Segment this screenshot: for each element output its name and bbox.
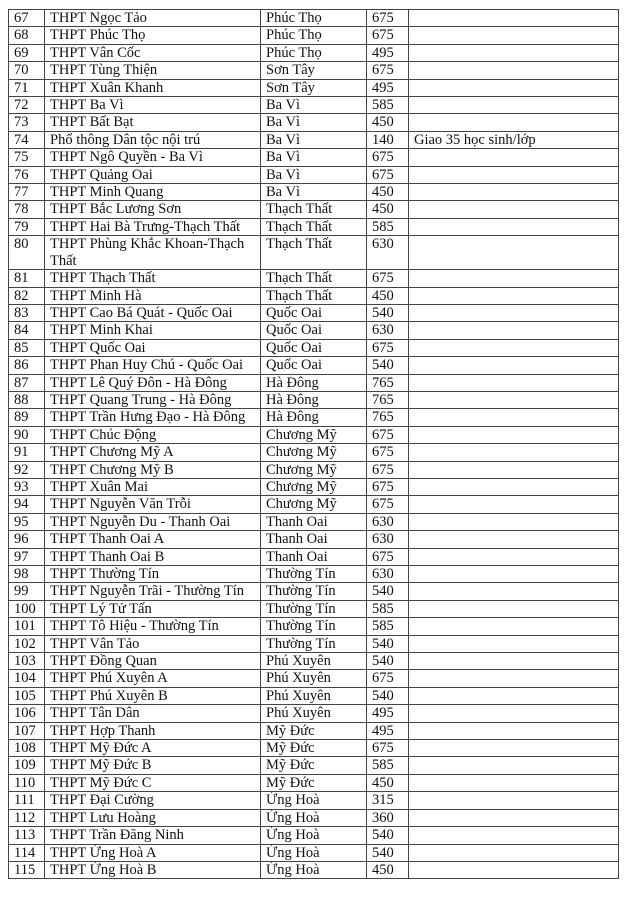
row-note xyxy=(409,653,619,670)
table-row xyxy=(9,444,619,461)
row-number: 75 xyxy=(9,149,45,166)
table-row xyxy=(9,496,619,513)
table-row xyxy=(9,304,619,321)
row-note xyxy=(409,722,619,739)
school-name: THPT Chương Mỹ A xyxy=(45,444,261,461)
district-name: Hà Đông xyxy=(261,391,367,408)
enrollment-quota: 450 xyxy=(367,114,409,131)
district-name: Thường Tín xyxy=(261,618,367,635)
table-row xyxy=(9,287,619,304)
table-row xyxy=(9,531,619,548)
table-row xyxy=(9,218,619,235)
enrollment-quota: 675 xyxy=(367,339,409,356)
enrollment-quota: 315 xyxy=(367,792,409,809)
table-row xyxy=(9,339,619,356)
district-name: Quốc Oai xyxy=(261,339,367,356)
document-page xyxy=(8,9,619,879)
row-number: 94 xyxy=(9,496,45,513)
table-row xyxy=(9,513,619,530)
enrollment-quota: 675 xyxy=(367,166,409,183)
table-row xyxy=(9,184,619,201)
school-name: THPT Bắc Lương Sơn xyxy=(45,201,261,218)
enrollment-quota: 630 xyxy=(367,566,409,583)
school-name: THPT Xuân Mai xyxy=(45,478,261,495)
district-name: Ba Vì xyxy=(261,166,367,183)
row-number: 79 xyxy=(9,218,45,235)
school-name: THPT Nguyễn Văn Trỗi xyxy=(45,496,261,513)
enrollment-quota: 585 xyxy=(367,600,409,617)
school-name: THPT Thạch Thất xyxy=(45,270,261,287)
district-name: Chương Mỹ xyxy=(261,496,367,513)
row-number: 73 xyxy=(9,114,45,131)
table-row xyxy=(9,687,619,704)
table-row xyxy=(9,722,619,739)
district-name: Thường Tín xyxy=(261,635,367,652)
school-name: THPT Xuân Khanh xyxy=(45,79,261,96)
row-note xyxy=(409,548,619,565)
enrollment-quota: 495 xyxy=(367,722,409,739)
school-name: THPT Quảng Oai xyxy=(45,166,261,183)
district-name: Chương Mỹ xyxy=(261,461,367,478)
school-name: THPT Tô Hiệu - Thường Tín xyxy=(45,618,261,635)
row-number: 102 xyxy=(9,635,45,652)
row-number: 85 xyxy=(9,339,45,356)
table-row xyxy=(9,10,619,27)
row-note xyxy=(409,792,619,809)
row-number: 74 xyxy=(9,131,45,148)
row-note xyxy=(409,357,619,374)
school-name: THPT Ngọc Tảo xyxy=(45,10,261,27)
row-number: 93 xyxy=(9,478,45,495)
row-note xyxy=(409,478,619,495)
table-row xyxy=(9,792,619,809)
school-name: THPT Minh Hà xyxy=(45,287,261,304)
district-name: Thạch Thất xyxy=(261,218,367,235)
row-note xyxy=(409,844,619,861)
row-number: 112 xyxy=(9,809,45,826)
enrollment-quota: 675 xyxy=(367,62,409,79)
district-name: Quốc Oai xyxy=(261,357,367,374)
enrollment-quota: 540 xyxy=(367,583,409,600)
enrollment-quota: 540 xyxy=(367,844,409,861)
row-note xyxy=(409,670,619,687)
row-number: 103 xyxy=(9,653,45,670)
row-number: 90 xyxy=(9,426,45,443)
row-number: 84 xyxy=(9,322,45,339)
school-name: THPT Đồng Quan xyxy=(45,653,261,670)
school-name: THPT Mỹ Đức B xyxy=(45,757,261,774)
enrollment-quota: 675 xyxy=(367,27,409,44)
enrollment-quota: 630 xyxy=(367,513,409,530)
district-name: Ba Vì xyxy=(261,131,367,148)
row-note xyxy=(409,287,619,304)
enrollment-quota: 450 xyxy=(367,861,409,878)
row-number: 97 xyxy=(9,548,45,565)
table-row xyxy=(9,774,619,791)
school-name: THPT Minh Khai xyxy=(45,322,261,339)
school-name: Phổ thông Dân tộc nội trú xyxy=(45,131,261,148)
school-name: THPT Thanh Oai B xyxy=(45,548,261,565)
enrollment-quota: 495 xyxy=(367,705,409,722)
row-number: 83 xyxy=(9,304,45,321)
school-name: THPT Tùng Thiện xyxy=(45,62,261,79)
table-row xyxy=(9,548,619,565)
enrollment-quota: 540 xyxy=(367,304,409,321)
school-name: THPT Lê Quý Đôn - Hà Đông xyxy=(45,374,261,391)
school-name: THPT Đại Cường xyxy=(45,792,261,809)
row-number: 76 xyxy=(9,166,45,183)
district-name: Ba Vì xyxy=(261,149,367,166)
row-number: 109 xyxy=(9,757,45,774)
school-name: THPT Trần Hưng Đạo - Hà Đông xyxy=(45,409,261,426)
row-number: 89 xyxy=(9,409,45,426)
row-note xyxy=(409,827,619,844)
row-number: 115 xyxy=(9,861,45,878)
district-name: Phú Xuyên xyxy=(261,705,367,722)
enrollment-quota: 675 xyxy=(367,496,409,513)
table-row xyxy=(9,461,619,478)
school-name: THPT Nguyễn Trãi - Thường Tín xyxy=(45,583,261,600)
row-note xyxy=(409,10,619,27)
school-name: THPT Chúc Động xyxy=(45,426,261,443)
row-number: 86 xyxy=(9,357,45,374)
district-name: Phú Xuyên xyxy=(261,670,367,687)
school-name: THPT Ứng Hoà A xyxy=(45,844,261,861)
table-row xyxy=(9,635,619,652)
table-row xyxy=(9,861,619,878)
row-note xyxy=(409,774,619,791)
district-name: Sơn Tây xyxy=(261,62,367,79)
row-note xyxy=(409,374,619,391)
row-number: 72 xyxy=(9,97,45,114)
table-row xyxy=(9,583,619,600)
district-name: Ứng Hoà xyxy=(261,809,367,826)
table-row xyxy=(9,409,619,426)
district-name: Thạch Thất xyxy=(261,287,367,304)
enrollment-quota: 495 xyxy=(367,44,409,61)
enrollment-quota: 675 xyxy=(367,478,409,495)
enrollment-quota: 675 xyxy=(367,426,409,443)
row-number: 95 xyxy=(9,513,45,530)
district-name: Phúc Thọ xyxy=(261,44,367,61)
table-row xyxy=(9,391,619,408)
district-name: Mỹ Đức xyxy=(261,774,367,791)
district-name: Ứng Hoà xyxy=(261,827,367,844)
enrollment-quota: 630 xyxy=(367,236,409,270)
school-name: THPT Quốc Oai xyxy=(45,339,261,356)
row-number: 88 xyxy=(9,391,45,408)
row-note xyxy=(409,566,619,583)
row-note xyxy=(409,461,619,478)
enrollment-quota: 585 xyxy=(367,618,409,635)
table-row xyxy=(9,827,619,844)
row-number: 77 xyxy=(9,184,45,201)
school-name: THPT Vân Tảo xyxy=(45,635,261,652)
table-row xyxy=(9,844,619,861)
row-note xyxy=(409,531,619,548)
enrollment-quota: 765 xyxy=(367,374,409,391)
table-row xyxy=(9,740,619,757)
row-number: 107 xyxy=(9,722,45,739)
row-note xyxy=(409,149,619,166)
row-note xyxy=(409,322,619,339)
enrollment-quota: 675 xyxy=(367,444,409,461)
row-number: 106 xyxy=(9,705,45,722)
row-note xyxy=(409,79,619,96)
row-note xyxy=(409,809,619,826)
row-number: 71 xyxy=(9,79,45,96)
table-row xyxy=(9,426,619,443)
row-note xyxy=(409,114,619,131)
enrollment-quota: 675 xyxy=(367,461,409,478)
school-name: THPT Hai Bà Trưng-Thạch Thất xyxy=(45,218,261,235)
table-row xyxy=(9,97,619,114)
table-row xyxy=(9,62,619,79)
school-name: THPT Quang Trung - Hà Đông xyxy=(45,391,261,408)
district-name: Phú Xuyên xyxy=(261,687,367,704)
row-note xyxy=(409,757,619,774)
district-name: Mỹ Đức xyxy=(261,757,367,774)
table-row xyxy=(9,653,619,670)
district-name: Hà Đông xyxy=(261,409,367,426)
enrollment-quota: 765 xyxy=(367,391,409,408)
district-name: Phúc Thọ xyxy=(261,27,367,44)
enrollment-quota: 140 xyxy=(367,131,409,148)
school-name: THPT Ngô Quyền - Ba Vì xyxy=(45,149,261,166)
table-row xyxy=(9,322,619,339)
table-row xyxy=(9,670,619,687)
row-note xyxy=(409,236,619,270)
row-number: 113 xyxy=(9,827,45,844)
row-note xyxy=(409,600,619,617)
school-name: THPT Phùng Khắc Khoan-Thạch Thất xyxy=(45,236,261,270)
school-name: THPT Mỹ Đức A xyxy=(45,740,261,757)
district-name: Phúc Thọ xyxy=(261,10,367,27)
row-note xyxy=(409,687,619,704)
row-number: 91 xyxy=(9,444,45,461)
school-name: THPT Mỹ Đức C xyxy=(45,774,261,791)
row-number: 101 xyxy=(9,618,45,635)
enrollment-quota: 540 xyxy=(367,687,409,704)
enrollment-quota: 675 xyxy=(367,270,409,287)
school-quota-table xyxy=(8,9,619,879)
district-name: Hà Đông xyxy=(261,374,367,391)
school-name: THPT Bất Bạt xyxy=(45,114,261,131)
row-note xyxy=(409,62,619,79)
enrollment-quota: 540 xyxy=(367,635,409,652)
table-row xyxy=(9,44,619,61)
district-name: Quốc Oai xyxy=(261,304,367,321)
row-note xyxy=(409,444,619,461)
district-name: Quốc Oai xyxy=(261,322,367,339)
table-row xyxy=(9,566,619,583)
district-name: Thường Tín xyxy=(261,566,367,583)
school-name: THPT Nguyễn Du - Thanh Oai xyxy=(45,513,261,530)
row-note xyxy=(409,304,619,321)
row-note xyxy=(409,218,619,235)
district-name: Thanh Oai xyxy=(261,531,367,548)
school-name: THPT Chương Mỹ B xyxy=(45,461,261,478)
row-number: 81 xyxy=(9,270,45,287)
row-number: 110 xyxy=(9,774,45,791)
school-name: THPT Ứng Hoà B xyxy=(45,861,261,878)
row-note xyxy=(409,97,619,114)
row-number: 78 xyxy=(9,201,45,218)
enrollment-quota: 765 xyxy=(367,409,409,426)
row-number: 98 xyxy=(9,566,45,583)
school-name: THPT Ba Vì xyxy=(45,97,261,114)
district-name: Chương Mỹ xyxy=(261,426,367,443)
school-name: THPT Phú Xuyên A xyxy=(45,670,261,687)
school-name: THPT Phan Huy Chú - Quốc Oai xyxy=(45,357,261,374)
row-note xyxy=(409,861,619,878)
row-note xyxy=(409,409,619,426)
district-name: Thanh Oai xyxy=(261,548,367,565)
district-name: Ứng Hoà xyxy=(261,844,367,861)
table-row xyxy=(9,79,619,96)
table-row xyxy=(9,809,619,826)
school-name: THPT Thường Tín xyxy=(45,566,261,583)
enrollment-quota: 585 xyxy=(367,218,409,235)
row-number: 105 xyxy=(9,687,45,704)
row-number: 80 xyxy=(9,236,45,270)
school-name: THPT Vân Cốc xyxy=(45,44,261,61)
enrollment-quota: 450 xyxy=(367,774,409,791)
row-number: 67 xyxy=(9,10,45,27)
row-note xyxy=(409,44,619,61)
row-number: 68 xyxy=(9,27,45,44)
row-number: 82 xyxy=(9,287,45,304)
row-number: 96 xyxy=(9,531,45,548)
table-row xyxy=(9,27,619,44)
row-note xyxy=(409,166,619,183)
district-name: Mỹ Đức xyxy=(261,740,367,757)
row-note xyxy=(409,496,619,513)
enrollment-quota: 675 xyxy=(367,670,409,687)
enrollment-quota: 540 xyxy=(367,357,409,374)
row-note xyxy=(409,635,619,652)
table-row xyxy=(9,374,619,391)
table-row xyxy=(9,600,619,617)
district-name: Ba Vì xyxy=(261,114,367,131)
school-name: THPT Phúc Thọ xyxy=(45,27,261,44)
school-name: THPT Phú Xuyên B xyxy=(45,687,261,704)
district-name: Ba Vì xyxy=(261,97,367,114)
enrollment-quota: 675 xyxy=(367,548,409,565)
district-name: Chương Mỹ xyxy=(261,444,367,461)
enrollment-quota: 450 xyxy=(367,201,409,218)
district-name: Chương Mỹ xyxy=(261,478,367,495)
row-number: 111 xyxy=(9,792,45,809)
row-note xyxy=(409,391,619,408)
enrollment-quota: 540 xyxy=(367,653,409,670)
row-number: 104 xyxy=(9,670,45,687)
row-number: 87 xyxy=(9,374,45,391)
row-note xyxy=(409,339,619,356)
table-row xyxy=(9,270,619,287)
school-name: THPT Lưu Hoàng xyxy=(45,809,261,826)
row-note xyxy=(409,705,619,722)
school-name: THPT Trần Đăng Ninh xyxy=(45,827,261,844)
table-row xyxy=(9,357,619,374)
row-note xyxy=(409,740,619,757)
enrollment-quota: 585 xyxy=(367,757,409,774)
enrollment-quota: 675 xyxy=(367,149,409,166)
row-number: 69 xyxy=(9,44,45,61)
table-row xyxy=(9,618,619,635)
district-name: Thạch Thất xyxy=(261,201,367,218)
table-row xyxy=(9,236,619,270)
district-name: Ba Vì xyxy=(261,184,367,201)
district-name: Thường Tín xyxy=(261,583,367,600)
row-note xyxy=(409,513,619,530)
row-note xyxy=(409,270,619,287)
school-name: THPT Minh Quang xyxy=(45,184,261,201)
row-note xyxy=(409,27,619,44)
enrollment-quota: 630 xyxy=(367,531,409,548)
table-body xyxy=(9,10,619,879)
row-number: 114 xyxy=(9,844,45,861)
row-note xyxy=(409,426,619,443)
district-name: Thạch Thất xyxy=(261,270,367,287)
enrollment-quota: 630 xyxy=(367,322,409,339)
enrollment-quota: 450 xyxy=(367,184,409,201)
district-name: Sơn Tây xyxy=(261,79,367,96)
row-note xyxy=(409,583,619,600)
table-row xyxy=(9,114,619,131)
row-note xyxy=(409,201,619,218)
district-name: Phú Xuyên xyxy=(261,653,367,670)
district-name: Ứng Hoà xyxy=(261,861,367,878)
row-number: 99 xyxy=(9,583,45,600)
school-name: THPT Lý Tử Tấn xyxy=(45,600,261,617)
school-name: THPT Tân Dân xyxy=(45,705,261,722)
table-row xyxy=(9,757,619,774)
district-name: Mỹ Đức xyxy=(261,722,367,739)
row-number: 70 xyxy=(9,62,45,79)
district-name: Thanh Oai xyxy=(261,513,367,530)
school-name: THPT Cao Bá Quát - Quốc Oai xyxy=(45,304,261,321)
row-number: 92 xyxy=(9,461,45,478)
enrollment-quota: 360 xyxy=(367,809,409,826)
enrollment-quota: 675 xyxy=(367,740,409,757)
enrollment-quota: 495 xyxy=(367,79,409,96)
table-row xyxy=(9,131,619,148)
enrollment-quota: 540 xyxy=(367,827,409,844)
table-row xyxy=(9,705,619,722)
row-note xyxy=(409,184,619,201)
school-name: THPT Thanh Oai A xyxy=(45,531,261,548)
table-row xyxy=(9,149,619,166)
district-name: Thường Tín xyxy=(261,600,367,617)
district-name: Ứng Hoà xyxy=(261,792,367,809)
row-note: Giao 35 học sinh/lớp xyxy=(409,131,619,148)
enrollment-quota: 450 xyxy=(367,287,409,304)
row-number: 108 xyxy=(9,740,45,757)
row-number: 100 xyxy=(9,600,45,617)
enrollment-quota: 675 xyxy=(367,10,409,27)
district-name: Thạch Thất xyxy=(261,236,367,270)
table-row xyxy=(9,166,619,183)
row-note xyxy=(409,618,619,635)
table-row xyxy=(9,478,619,495)
table-row xyxy=(9,201,619,218)
enrollment-quota: 585 xyxy=(367,97,409,114)
school-name: THPT Hợp Thanh xyxy=(45,722,261,739)
